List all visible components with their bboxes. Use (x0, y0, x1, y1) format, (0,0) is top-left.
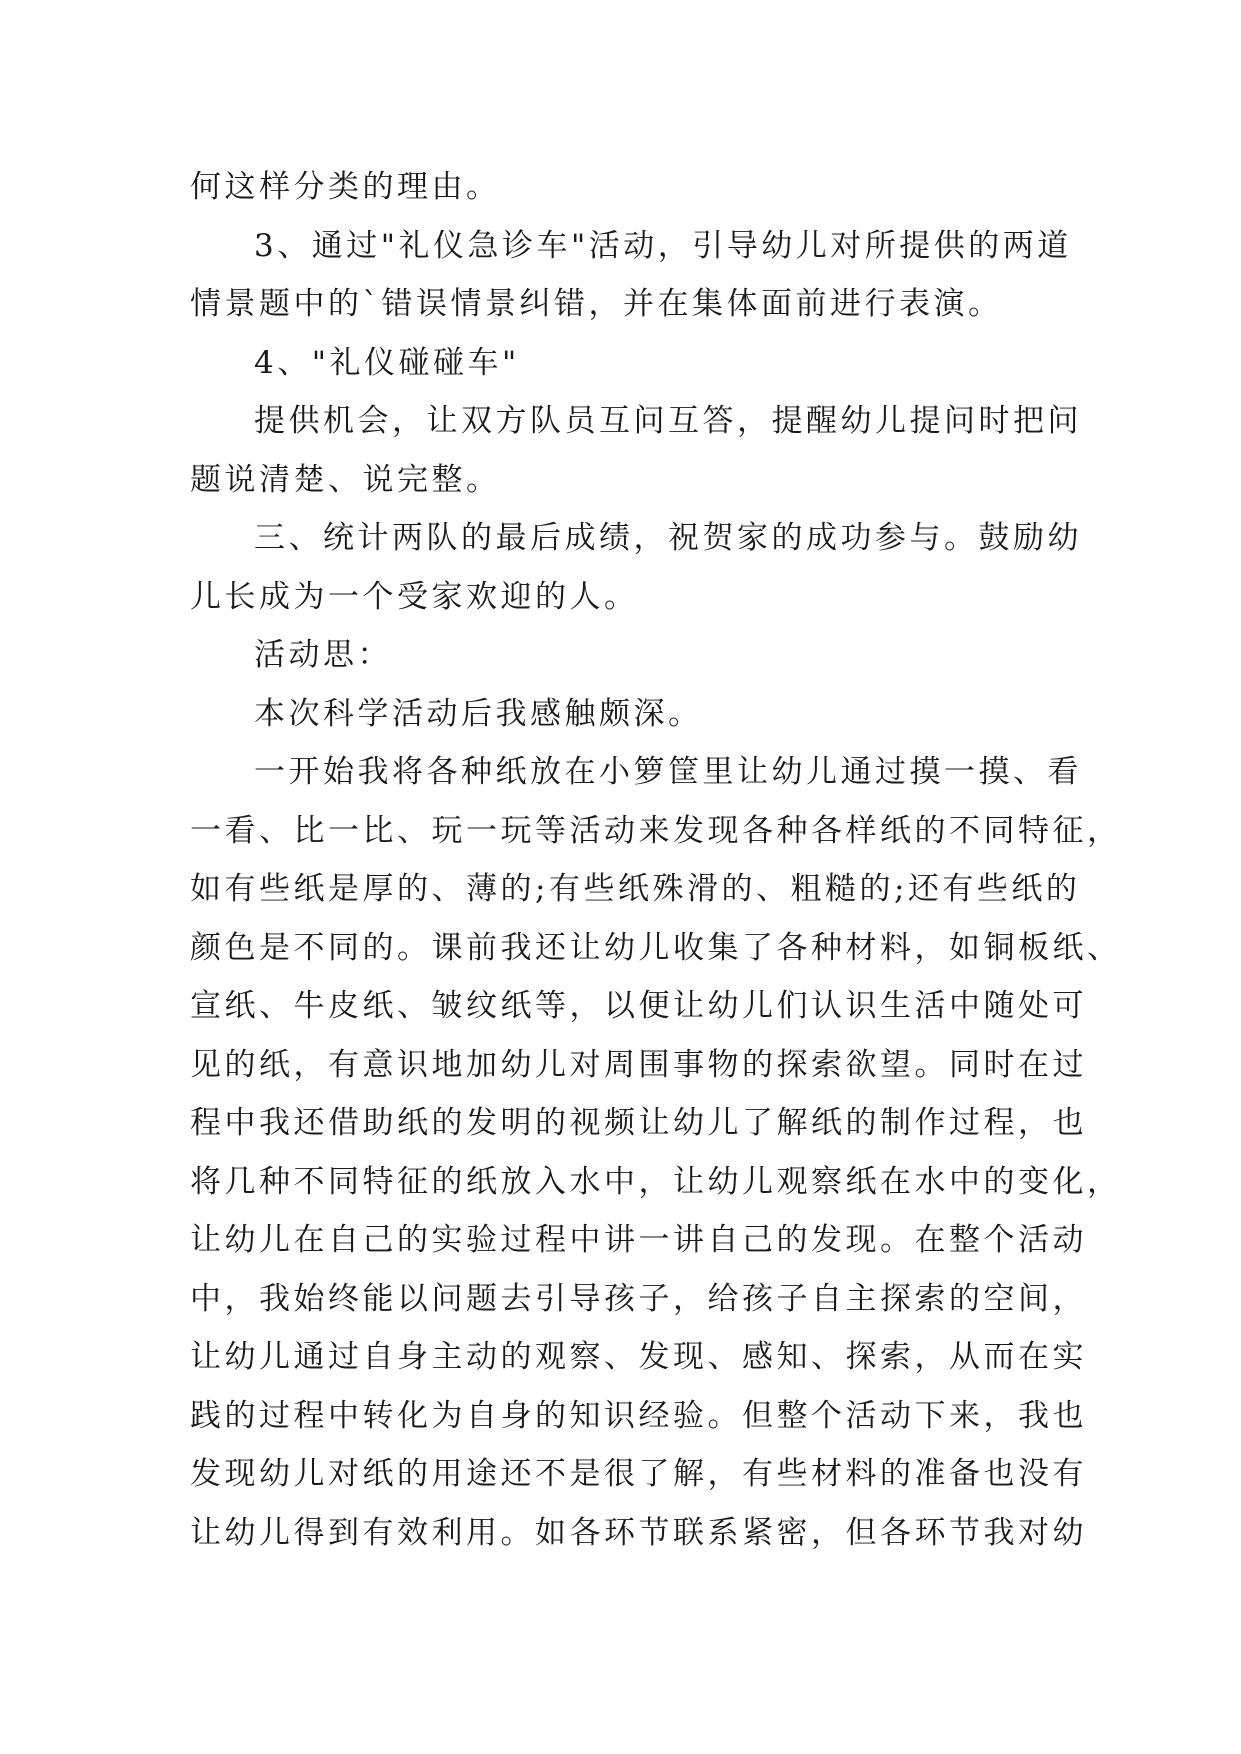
text-line: 如有些纸是厚的、薄的;有些纸殊滑的、粗糙的;还有些纸的 (190, 871, 1081, 907)
text-line: 颜色是不同的。课前我还让幼儿收集了各种材料，如铜板纸、 (190, 929, 1122, 966)
text-line: 程中我还借助纸的发明的视频让幼儿了解纸的制作过程，也 (190, 1105, 1087, 1141)
text-line: 本次科学活动后我感触颇深。 (254, 695, 703, 732)
text-line: 4、"礼仪碰碰车" (254, 344, 520, 381)
text-line: 让幼儿在自己的实验过程中讲一讲自己的发现。在整个活动 (190, 1222, 1087, 1258)
text-line: 一开始我将各种纸放在小箩筐里让幼儿通过摸一摸、看 (254, 754, 1082, 790)
text-line: 见的纸，有意识地加幼儿对周围事物的探索欲望。同时在过 (190, 1046, 1087, 1083)
text-line: 中，我始终能以问题去引导孩子，给孩子自主探索的空间， (190, 1280, 1087, 1317)
document-body (190, 158, 1122, 1562)
text-line: 让幼儿通过自身主动的观察、发现、感知、探索，从而在实 (190, 1339, 1087, 1375)
text-line: 题说清楚、说完整。 (190, 461, 501, 498)
text-line: 儿长成为一个受家欢迎的人。 (190, 578, 639, 615)
text-line: 一看、比一比、玩一玩等活动来发现各种各样纸的不同特征， (190, 812, 1122, 849)
text-line: 践的过程中转化为自身的知识经验。但整个活动下来，我也 (190, 1397, 1087, 1434)
text-line: 将几种不同特征的纸放入水中，让幼儿观察纸在水中的变化， (190, 1163, 1122, 1200)
text-line: 宣纸、牛皮纸、皱纹纸等，以便让幼儿们认识生活中随处可 (190, 988, 1087, 1024)
text-line: 3、通过"礼仪急诊车"活动，引导幼儿对所提供的两道 (254, 227, 1072, 264)
text-line: 三、统计两队的最后成绩，祝贺家的成功参与。鼓励幼 (254, 520, 1082, 556)
text-line: 情景题中的`错误情景纠错，并在集体面前进行表演。 (190, 286, 1003, 322)
text-line: 发现幼儿对纸的用途还不是很了解，有些材料的准备也没有 (190, 1456, 1087, 1492)
text-line: 何这样分类的理由。 (190, 169, 501, 205)
text-line: 提供机会，让双方队员互问互答，提醒幼儿提问时把问 (254, 403, 1082, 439)
text-line: 活动思： (254, 637, 392, 673)
text-line: 让幼儿得到有效利用。如各环节联系紧密，但各环节我对幼 (190, 1514, 1087, 1551)
